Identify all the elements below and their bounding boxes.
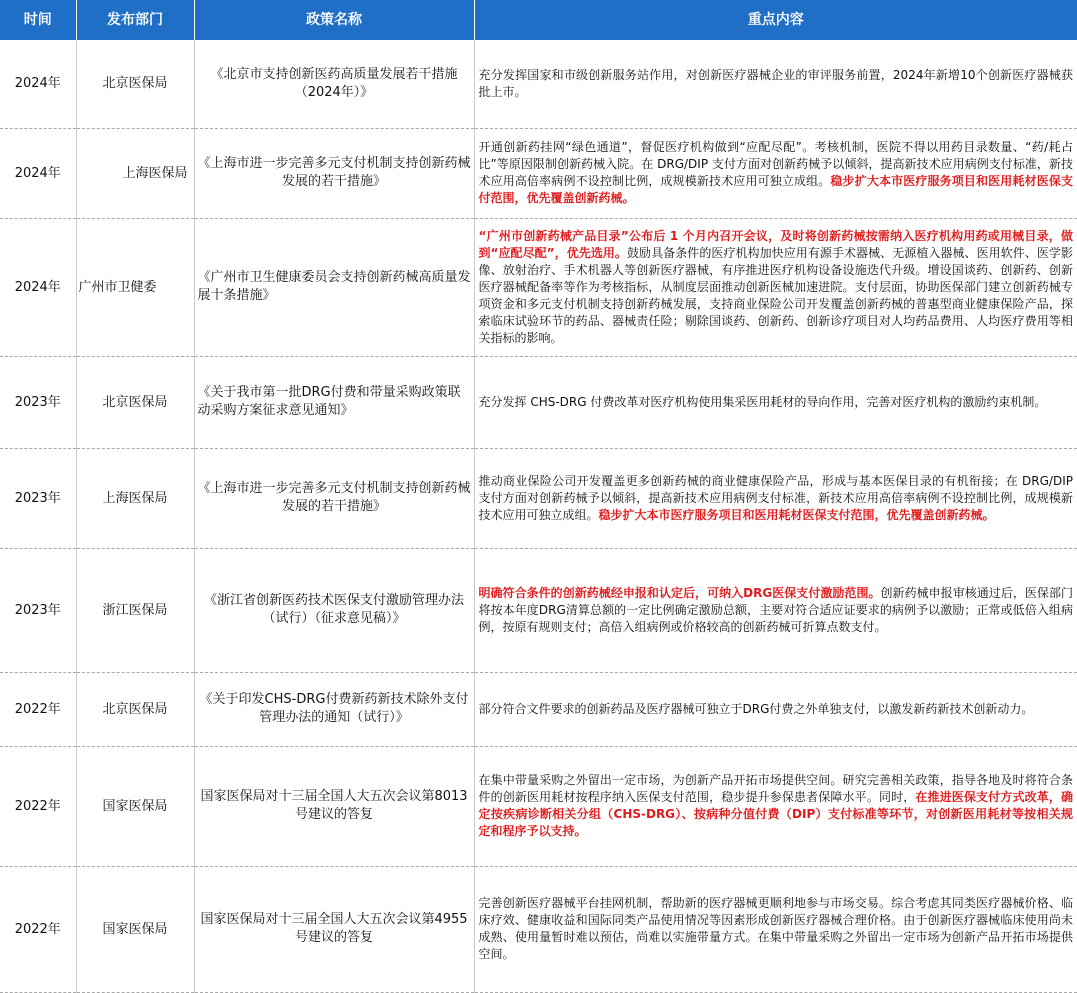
cell-time: 2023年 — [0, 548, 76, 672]
cell-content — [474, 672, 1077, 746]
cell-time: 2024年 — [0, 218, 76, 356]
table-row — [0, 548, 1077, 672]
content-text: 充分发挥国家和市级创新服务站作用，对创新医疗器械企业的审评服务前置，2024年新增10个创新医疗器械获批上市。 — [478, 67, 1073, 99]
content-text: 创新药械申报审核通过后，医保部门将按本年度DRG清算总额的一定比例确定激励总额，主要对符合适应证要求的病例予以激励；正常或低倍入组病例，按原有规则支付；高倍入组病例或价格较高的创新药械可折算点数支付。 — [478, 585, 1073, 634]
cell-dept: 上海医保局 — [76, 448, 194, 548]
content-highlight: 明确符合条件的创新药械经申报和认定后，可纳入DRG医保支付激励范围。 — [478, 585, 881, 600]
table-header — [0, 0, 1077, 40]
table-row — [0, 746, 1077, 866]
content-text: 开通创新药挂网“绿色通道”，督促医疗机构做到“应配尽配”。考核机制，医院不得以用药目录数量、“药/耗占比”等原因限制创新药械入院。在 DRG/DIP 支付方面对创新药械予以倾斜，提高新技术应用病例支付标准，新技术应用高倍率病例不设控制比例，成规模新技术应用可独立成组。 — [478, 140, 1073, 188]
cell-policy-name: 《关于印发CHS-DRG付费新药新技术除外支付管理办法的通知（试行）》 — [194, 672, 474, 746]
cell-time: 2022年 — [0, 746, 76, 866]
cell-content — [474, 218, 1077, 356]
content-text: 鼓励具备条件的医疗机构加快应用有源手术器械、无源植入器械、医用软件、医学影像、放射治疗、手术机器人等创新医疗器械，有序推进医疗机构设备设施迭代升级。增设国谈药、创新药、创新医疗器械配备率等作为考核指标，从制度层面推动创新医械加速进院。支付层面，协助医保部门建立创新药械专项资金和多元支付机制支持创新药械发展，支持商业保险公司开发覆盖创新药械的普惠型商业健康保险产品，探索临床试验环节的药品、器械责任险；剔除国谈药、创新药、创新诊疗项目对人均药品费用、人均医疗费用等相关指标的影响。 — [478, 245, 1073, 345]
content-text: 部分符合文件要求的创新药品及医疗器械可独立于DRG付费之外单独支付，以激发新药新技术创新动力。 — [478, 701, 1034, 716]
cell-content — [474, 40, 1077, 128]
cell-time: 2023年 — [0, 448, 76, 548]
cell-dept: 广州市卫健委 — [76, 218, 194, 356]
content-highlight: 在推进医保支付方式改革，确定按疾病诊断相关分组（CHS-DRG）、按病种分值付费（DIP）支付标准等环节，对创新医用耗材等按相关规定和程序予以支持。 — [478, 790, 1073, 838]
content-text: 完善创新医疗器械平台挂网机制，帮助新的医疗器械更顺利地参与市场交易。综合考虑其同类医疗器械价格、临床疗效、健康收益和国际同类产品使用情况等因素形成创新医疗器械合理价格。由于创新医疗器械临床使用尚未成熟、使用量暂时难以预估，尚难以实施带量方式。在集中带量采购之外留出一定市场为创新产品开拓市场提供空间。 — [478, 896, 1073, 961]
cell-dept: 北京医保局 — [76, 672, 194, 746]
cell-content — [474, 128, 1077, 218]
cell-time: 2022年 — [0, 672, 76, 746]
cell-time: 2024年 — [0, 128, 76, 218]
table-body — [0, 40, 1077, 992]
table-row — [0, 672, 1077, 746]
cell-content — [474, 448, 1077, 548]
header-dept: 发布部门 — [76, 0, 194, 40]
cell-policy-name: 国家医保局对十三届全国人大五次会议第4955号建议的答复 — [194, 866, 474, 992]
cell-policy-name: 《关于我市第一批DRG付费和带量采购政策联动采购方案征求意见通知》 — [194, 356, 474, 448]
cell-time: 2022年 — [0, 866, 76, 992]
header-content: 重点内容 — [474, 0, 1077, 40]
cell-policy-name: 《北京市支持创新医药高质量发展若干措施（2024年）》 — [194, 40, 474, 128]
table-row — [0, 128, 1077, 218]
table-row — [0, 356, 1077, 448]
cell-policy-name: 《浙江省创新医药技术医保支付激励管理办法（试行）（征求意见稿）》 — [194, 548, 474, 672]
table-row — [0, 866, 1077, 992]
table-row — [0, 448, 1077, 548]
content-text: 推动商业保险公司开发覆盖更多创新药械的商业健康保险产品，形成与基本医保目录的有机衔接；在 DRG/DIP 支付方面对创新药械予以倾斜，提高新技术应用病例支付标准，新技术应用高倍率病例不设控制比例，成规模新技术应用可独立成组。 — [478, 473, 1073, 522]
cell-time: 2023年 — [0, 356, 76, 448]
cell-content — [474, 548, 1077, 672]
cell-policy-name: 《广州市卫生健康委员会支持创新药械高质量发展十条措施》 — [194, 218, 474, 356]
cell-dept: 北京医保局 — [76, 40, 194, 128]
content-highlight: 稳步扩大本市医疗服务项目和医用耗材医保支付范围，优先覆盖创新药械。 — [598, 507, 995, 522]
header-time: 时间 — [0, 0, 76, 40]
content-highlight: 稳步扩大本市医疗服务项目和医用耗材医保支付范围，优先覆盖创新药械。 — [478, 174, 1073, 205]
cell-policy-name: 《上海市进一步完善多元支付机制支持创新药械发展的若干措施》 — [194, 128, 474, 218]
cell-time: 2024年 — [0, 40, 76, 128]
cell-policy-name: 国家医保局对十三届全国人大五次会议第8013号建议的答复 — [194, 746, 474, 866]
cell-dept: 国家医保局 — [76, 746, 194, 866]
table-row — [0, 218, 1077, 356]
content-highlight: “广州市创新药械产品目录”公布后 1 个月内召开会议，及时将创新药械按需纳入医疗机构用药或用械目录，做到“应配尽配”，优先选用。 — [478, 228, 1073, 260]
content-text: 充分发挥 CHS-DRG 付费改革对医疗机构使用集采医用耗材的导向作用，完善对医疗机构的激励约束机制。 — [478, 394, 1047, 409]
cell-policy-name: 《上海市进一步完善多元支付机制支持创新药械发展的若干措施》 — [194, 448, 474, 548]
cell-content — [474, 866, 1077, 992]
cell-content — [474, 356, 1077, 448]
cell-dept: 上海医保局 — [76, 128, 194, 218]
cell-dept: 国家医保局 — [76, 866, 194, 992]
cell-content — [474, 746, 1077, 866]
cell-dept: 北京医保局 — [76, 356, 194, 448]
table-row — [0, 40, 1077, 128]
header-name: 政策名称 — [194, 0, 474, 40]
cell-dept: 浙江医保局 — [76, 548, 194, 672]
content-text: 在集中带量采购之外留出一定市场，为创新产品开拓市场提供空间。研究完善相关政策，指导各地及时将符合条件的创新医用耗材按程序纳入医保支付范围，稳步提升参保患者保障水平。同时， — [478, 773, 1073, 804]
